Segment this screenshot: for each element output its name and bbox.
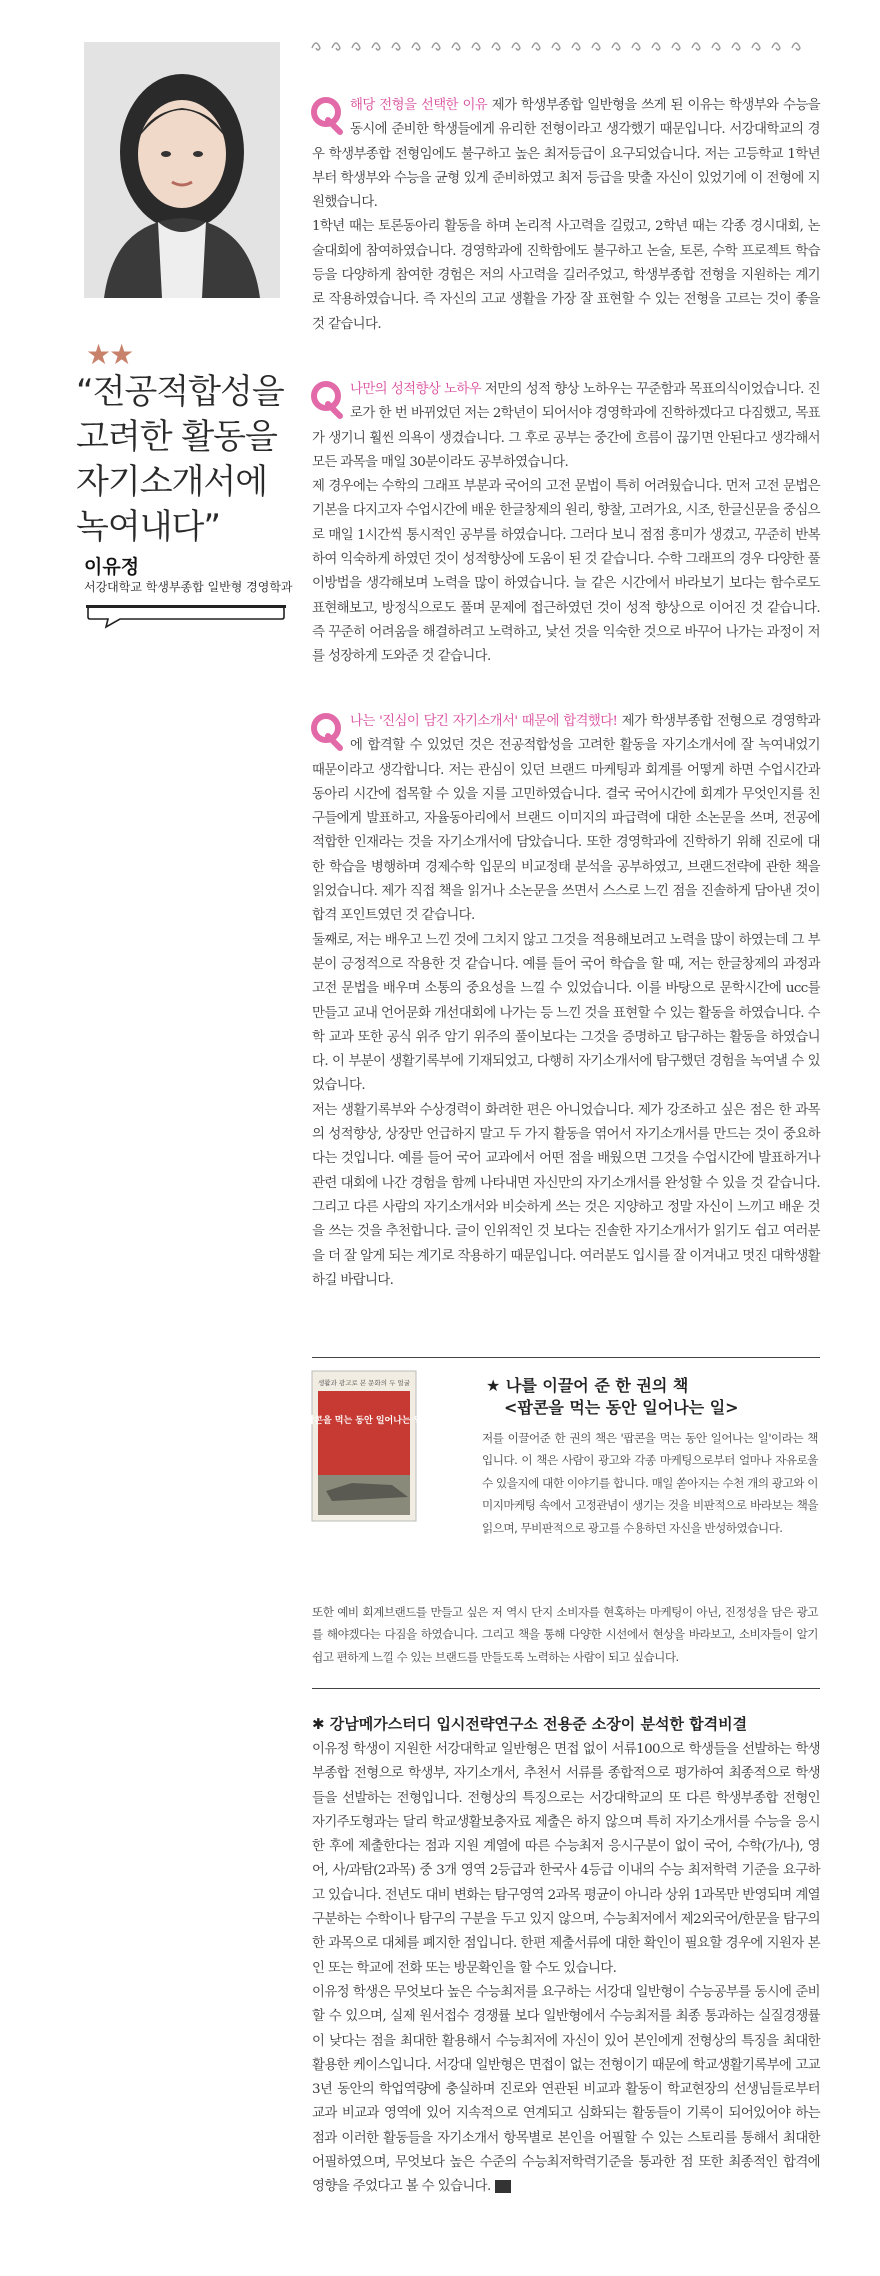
book-heading — [486, 1375, 816, 1419]
q-mark-icon — [310, 380, 344, 418]
quote-line: 녹여내다” — [76, 507, 220, 547]
paragraph-text: 제가 학생부종합 일반형을 쓰게 된 이유는 학생부와 수능을 동시에 준비한 학생들에게 유리한 전형이라고 생각했기 때문입니다. 서강대학교의 경우 학생부종합 전형임에도 불구하고 높은 최저등급이 요구되었습니다. 저는 고등학교 1학년부터 학생부와 수능을 균형 있게 준비하였고 최저 등급을 맞출 자신이 있었기에 이 전형에 지원했습니다. — [312, 98, 820, 211]
book-box-bottom-rule — [312, 1688, 820, 1689]
book-cover-top-text: 생활과 광고로 본 문화의 두 얼굴 — [318, 1379, 410, 1387]
section-study-tips — [312, 378, 820, 670]
quote-line: 고려한 활동을 — [76, 417, 277, 457]
student-portrait — [84, 42, 280, 298]
profile-photo — [84, 42, 280, 298]
section-heading: 나만의 성적향상 노하우 — [350, 382, 482, 397]
student-name: 이유정 — [84, 556, 140, 578]
section-paragraph — [312, 94, 820, 215]
analysis-paragraph: 이유정 학생이 지원한 서강대학교 일반형은 면접 없이 서류100으로 학생들을 선발하는 학생부종합 전형으로 학생부, 자기소개서, 추천서 서류를 종합적으로 평가하여 최종적으로 학생들을 선발하는 전형입니다. 전형상의 특징으로는 서강대학교의 또 다른 학생부종합 전형인 자기주도형과는 달리 학교생활보충자료 제출은 하지 않으며 특히 자기소개서를 수능을 응시한 후에 제출한다는 점과 지원 계열에 따른 수능최저 응시구분이 없이 국어, 수학(가/나), 영어, 사/과탐(2과목) 중 3개 영역 2등급과 한국사 4등급 이내의 수능 최저학력 기준을 요구하고 있습니다. 전년도 대비 변화는 탐구영역 2과목 평균이 아니라 상위 1과목만 반영되며 계열 구분하는 수학이나 탐구의 구분을 두고 있지 않으며, 수능최저에서 제2외국어/한문을 탐구의 한 과목으로 대체를 폐지한 점입니다. 한편 제출서류에 대한 확인이 필요할 경우에 지원자 본인 또는 학교에 전화 또는 방문확인을 할 수도 있습니다. — [312, 1742, 820, 1976]
section-paragraph: 1학년 때는 토론동아리 활동을 하며 논리적 사고력을 길렀고, 2학년 때는 각종 경시대회, 논술대회에 참여하였습니다. 경영학과에 진학함에도 불구하고 논술, 토론, 수학 프로젝트 학습 등을 다양하게 참여한 경험은 저의 사고력을 길러주었고, 학생부종합 전형을 지원하는 계기로 작용하였습니다. 즉 자신의 고교 생활을 가장 잘 표현할 수 있는 전형을 고르는 것이 좋을 것 같습니다. — [312, 219, 820, 332]
book-cover-title-text: 팝콘을 먹는 동안 일어나는 일 — [305, 1416, 423, 1426]
speech-bubble-decoration — [86, 605, 286, 629]
spiral-border-decoration — [308, 38, 808, 54]
q-mark-icon — [310, 712, 344, 750]
book-box — [305, 1367, 820, 1684]
book-subtitle: <팝콘을 먹는 동안 일어나는 일> — [504, 1398, 739, 1417]
quote-line: 자기소개서에 — [76, 462, 268, 502]
book-box-top-rule — [312, 1357, 820, 1358]
section-paragraph — [312, 710, 820, 929]
paragraph-text: 이유정 학생은 무엇보다 높은 수능최저를 요구하는 서강대 일반형이 수능공부를 동시에 준비할 수 있으며, 실제 원서접수 경쟁률 보다 일반형에서 수능최저를 최종 통과하는 실질경쟁률이 낮다는 점을 최대한 활용해서 수능최저에 자신이 있어 본인에게 전형상의 특징을 최대한 활용한 케이스입니다. 서강대 일반형은 면접이 없는 전형이기 때문에 학교생활기록부에 고교 3년 동안의 학업역량에 충실하며 진로와 연관된 비교과 활동이 학교현장의 선생님들로부터 교과 비교과 영역에 있어 지속적으로 연계되고 심화되는 활동들이 기록이 되어있어야 하는 점과 이러한 활동들을 자기소개서 항목별로 본인을 어필할 수 있는 스토리를 통해서 최대한 어필하였으며, 무엇보다 높은 수준의 수능최저학력기준을 통과한 점 또한 최종적인 합격에 영향을 주었다고 볼 수 있습니다. — [312, 1984, 820, 2195]
student-affiliation: 서강대학교 학생부종합 일반형 경영학과 — [84, 580, 293, 594]
book-cover-image — [305, 1371, 423, 1521]
section-heading: 해당 전형을 선택한 이유 — [350, 98, 488, 113]
section-paragraph: 둘째로, 저는 배우고 느낀 것에 그치지 않고 그것을 적용해보려고 노력을 많이 하였는데 그 부분이 긍정적으로 작용한 것 같습니다. 예를 들어 국어 학습을 할 때, 저는 한글창제의 과정과 고전 문법을 배우며 소통의 중요성을 느낄 수 있었습니다. 이를 바탕으로 문학시간에 ucc를 만들고 교내 언어문화 개선대회에 나가는 등 느낀 것을 표현할 수 있는 활동을 하였습니다. 수학 교과 또한 공식 위주 암기 위주의 풀이보다는 그것을 증명하고 탐구하는 활동을 하였습니다. 이 부분이 생활기록부에 기재되었고, 다행히 자기소개서에 탐구했던 경험을 녹여낼 수 있었습니다. — [312, 932, 820, 1094]
paragraph-text: 제가 학생부종합 전형으로 경영학과에 합격할 수 있었던 것은 전공적합성을 고려한 활동을 자기소개서에 잘 녹여내었기 때문이라고 생각합니다. 저는 관심이 있던 브랜드 마케팅과 회계를 어떻게 하면 수업시간과 동아리 시간에 접목할 수 있을 지를 고민하였습니다. 결국 국어시간에 회계가 무엇인지를 친구들에게 발표하고, 자율동아리에서 브랜드 이미지의 파급력에 대한 소논문을 쓰며, 전공에 적합한 인재라는 것을 자기소개서에 담았습니다. 또한 경영학과에 진학하기 위해 진로에 대한 학습을 병행하며 경제수학 입문의 비교정태 분석을 공부하였고, 브랜드전략에 관한 책을 읽었습니다. 제가 직접 책을 읽거나 소논문을 쓰면서 스스로 느낀 점을 진솔하게 담아낸 것이 합격 포인트였던 것 같습니다. — [312, 714, 820, 924]
section-reason — [312, 94, 820, 337]
q-mark-icon — [310, 96, 344, 134]
section-heading: 나는 '진심이 담긴 자기소개서' 때문에 합격했다! — [350, 714, 618, 729]
headline-quote — [76, 370, 326, 550]
section-paragraph — [312, 378, 820, 475]
analysis-paragraph — [312, 1981, 820, 2200]
paragraph-text: 저만의 성적 향상 노하우는 꾸준함과 목표의식이었습니다. 진로가 한 번 바뀌었던 저는 2학년이 되어서야 경영학과에 진학하겠다고 다짐했고, 목표가 생기니 훨씬 의욕이 생겼습니다. 그 후로 공부는 중간에 흐름이 끊기면 안된다고 생각해서 모든 과목을 매일 30분이라도 공부하였습니다. — [312, 382, 820, 470]
section-cover-letter — [312, 710, 820, 1293]
analysis-section — [312, 1738, 820, 2200]
end-mark-icon — [495, 2180, 511, 2193]
quote-line: “전공적합성을 — [76, 372, 284, 412]
section-paragraph: 저는 생활기록부와 수상경력이 화려한 편은 아니었습니다. 제가 강조하고 싶은 점은 한 과목의 성적향상, 상장만 언급하지 말고 두 가지 활동을 엮어서 자기소개서를 만드는 것이 중요하다는 것입니다. 예를 들어 국어 교과에서 어떤 점을 배웠으면 그것을 수업시간에 발표하거나 관련 대회에 나간 경험을 함께 나타내면 자신만의 자기소개서를 완성할 수 있을 것 같습니다. 그리고 다른 사람의 자기소개서와 비슷하게 쓰는 것은 지양하고 정말 자신이 느끼고 배운 것을 쓰는 것을 추천합니다. 글이 인위적인 것 보다는 진솔한 자기소개서가 읽기도 쉽고 여러분을 더 잘 알게 되는 계기로 작용하기 때문입니다. 여러분도 입시를 잘 이겨내고 멋진 대학생활 하길 바랍니다. — [312, 1102, 820, 1288]
book-description-continued: 또한 예비 회계브랜드를 만들고 싶은 저 역시 단지 소비자를 현혹하는 마케팅이 아닌, 진정성을 담은 광고를 해야겠다는 다짐을 하였습니다. 그리고 책을 통해 다양한 시선에서 현상을 바라보고, 소비자들이 알기 쉽고 편하게 느낄 수 있는 브랜드를 만들도록 노력하는 사람이 되고 싶습니다. — [312, 1605, 818, 1664]
rating-stars: ★★ — [86, 338, 133, 371]
section-paragraph: 제 경우에는 수학의 그래프 부분과 국어의 고전 문법이 특히 어려웠습니다. 먼저 고전 문법은 기본을 다지고자 수업시간에 배운 한글창제의 원리, 향찰, 고려가요, 시조, 한글신문을 중심으로 매일 1시간씩 통시적인 공부를 하였습니다. 그러다 보니 점점 흥미가 생겼고, 꾸준히 반복하여 익숙하게 하였던 것이 성적향상에 도움이 된 것 같습니다. 수학 그래프의 경우 다양한 풀이방법을 생각해보며 노력을 많이 하였습니다. 늘 같은 시간에서 바라보기 보다는 함수로도 표현해보고, 방정식으로도 풀며 문제에 접근하였던 것이 성적 향상으로 이어진 것 같습니다. 즉 꾸준히 어려움을 해결하려고 노력하고, 낯선 것을 익숙한 것으로 바꾸어 나가는 과정이 저를 성장하게 도와준 것 같습니다. — [312, 479, 820, 665]
analysis-heading: ✱ 강남메가스터디 입시전략연구소 전용준 소장이 분석한 합격비결 — [312, 1715, 748, 1733]
book-description: 저를 이끌어준 한 권의 책은 '팝콘을 먹는 동안 일어나는 일'이라는 책입니다. 이 책은 사람이 광고와 각종 마케팅으로부터 얼마나 자유로울 수 있을지에 대한 이야기를 합니다. 매일 쏟아지는 수천 개의 광고와 이미지마케팅 속에서 고정관념이 생기는 것을 비판적으로 바라보는 책을 읽으며, 무비판적으로 광고를 수용하던 자신을 반성하였습니다. — [482, 1431, 818, 1535]
book-heading-line: ★ 나를 이끌어 준 한 권의 책 — [486, 1376, 689, 1395]
